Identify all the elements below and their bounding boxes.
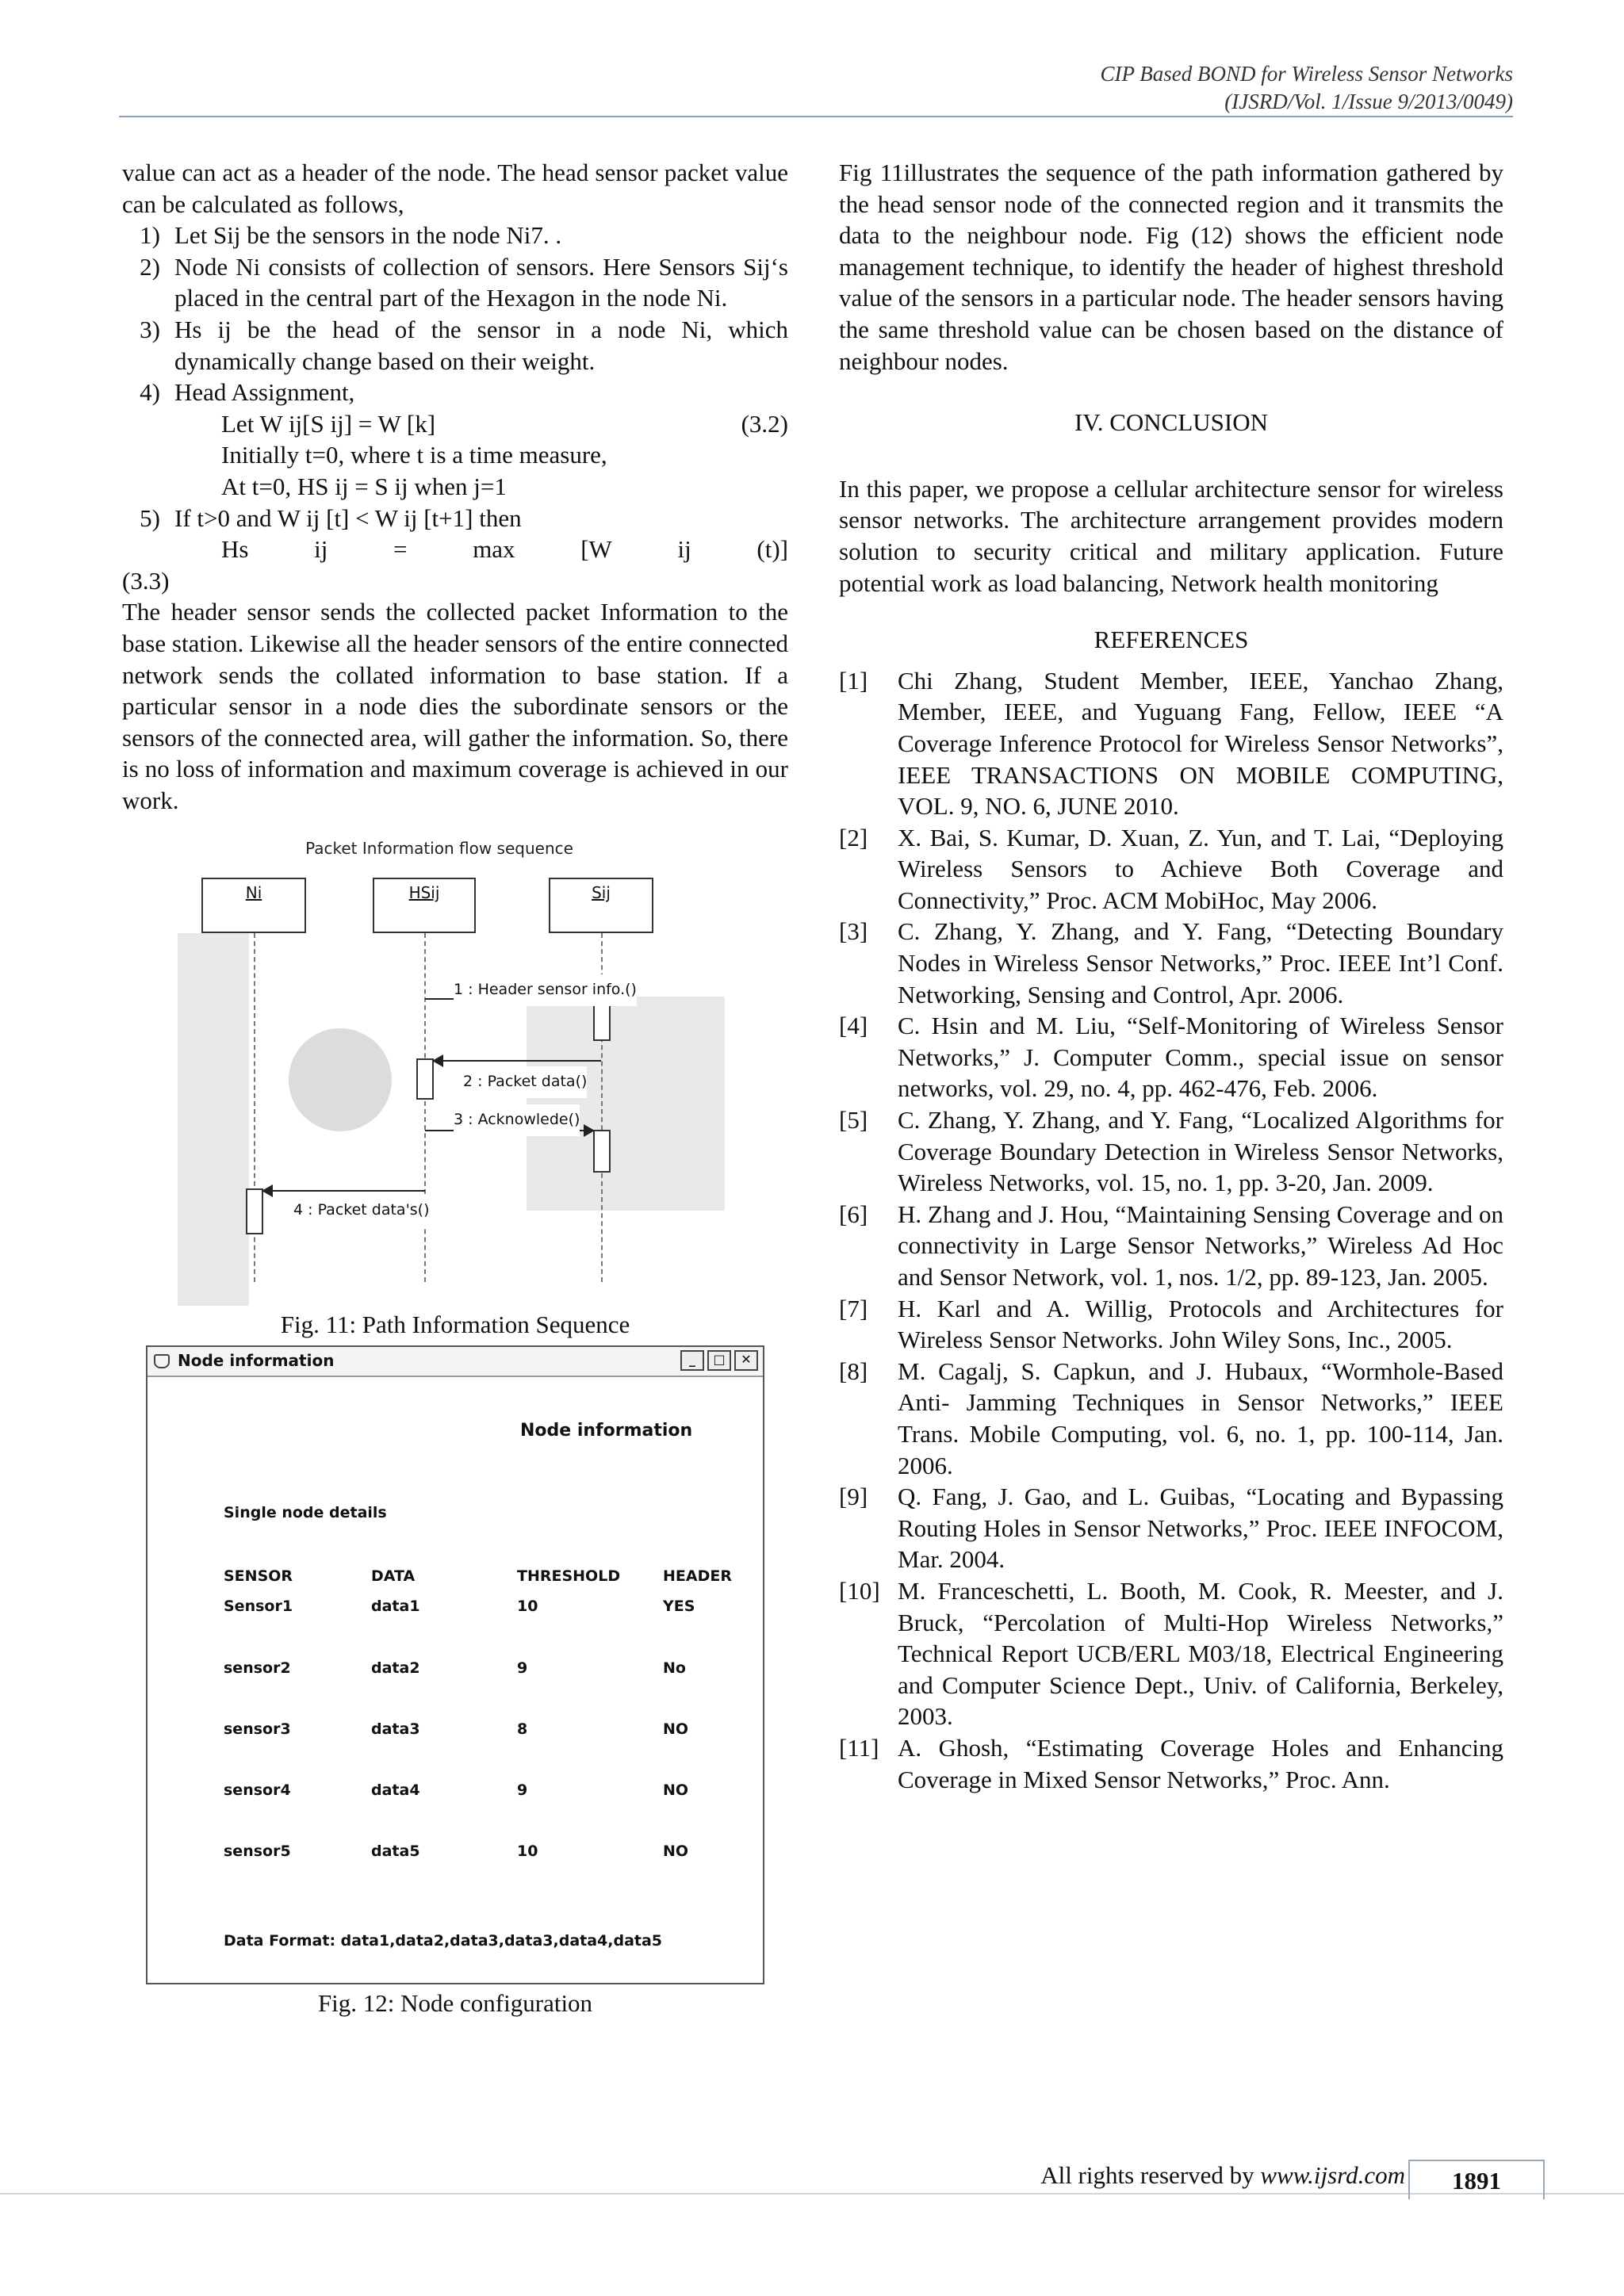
step-item: 1) Let Sij be the sensors in the node Ni7. .	[140, 221, 562, 250]
watermark-shape	[178, 933, 249, 1306]
reference-item: [7] H. Karl and A. Willig, Protocols and Architectures for Wireless Sensor Networks. John Wiley Sons, Inc., 2005.	[839, 1294, 1503, 1354]
reference-item: [1] Chi Zhang, Student Member, IEEE, Yanchao Zhang, Member, IEEE, and Yuguang Fang, Fellow, IEEE “A Coverage Inference Protocol for Wireless Sensor Networks”, IEEE TRANSACTIONS ON MOBILE COMPUTING, VOL. 9, NO. 6, JUNE 2010.	[839, 666, 1503, 821]
window-titlebar[interactable]	[147, 1347, 763, 1377]
window-title: Node information	[178, 1351, 335, 1371]
table-cell: YES	[663, 1598, 695, 1616]
table-cell: No	[663, 1659, 686, 1678]
window-subheading: Single node details	[224, 1504, 387, 1522]
object-hsij: HSij	[373, 878, 476, 933]
step-item: 2) Node Ni consists of collection of sensors. Here Sensors Sij‘s placed in the central part of the Hexagon in the node Ni.	[140, 252, 788, 312]
equation-number: (3.3)	[122, 566, 170, 595]
equation-t0: At t=0, HS ij = S ij when j=1	[221, 472, 507, 500]
maximize-icon[interactable]: □	[707, 1350, 731, 1371]
right-paragraph: Fig 11illustrates the sequence of the path information gathered by the head sensor node of the connected region and it transmits the data to the neighbour node. Fig (12) shows the efficient node management technique, to identify the header of highest threshold value of the sensors in a particular node. The header sensors having the same threshold value can be chosen based on the distance of neighbour nodes.	[839, 159, 1503, 375]
diagram-title: Packet Information flow sequence	[305, 839, 573, 859]
header-rule	[119, 116, 1513, 117]
footer-rule	[0, 2193, 1624, 2195]
left-intro: value can act as a header of the node. The head sensor packet value can be calculated as follows,	[122, 159, 788, 218]
reference-item: [11] A. Ghosh, “Estimating Coverage Holes and Enhancing Coverage in Mixed Sensor Networks,” Proc. Ann.	[839, 1733, 1503, 1793]
message-label: 3 : Acknowlede()	[454, 1104, 580, 1136]
minimize-icon[interactable]: _	[680, 1350, 704, 1371]
table-cell: 10	[517, 1598, 538, 1616]
table-cell: sensor2	[224, 1659, 291, 1678]
message-label: 4 : Packet data's()	[293, 1195, 430, 1226]
reference-item: [2] X. Bai, S. Kumar, D. Xuan, Z. Yun, and T. Lai, “Deploying Wireless Sensors to Achieve Both Coverage and Connectivity,” Proc. ACM MobiHoc, May 2006.	[839, 823, 1503, 914]
header-title: CIP Based BOND for Wireless Sensor Networks	[1100, 62, 1513, 86]
table-cell: sensor3	[224, 1720, 291, 1739]
footer-rights: All rights reserved by www.ijsrd.com	[1040, 2161, 1405, 2189]
table-cell: 9	[517, 1781, 528, 1800]
table-cell: data3	[371, 1720, 420, 1739]
window-heading: Node information	[520, 1421, 693, 1441]
equation-init: Initially t=0, where t is a time measure,	[221, 441, 607, 469]
step-item: 4) Head Assignment,	[140, 378, 355, 407]
node-information-window	[146, 1345, 764, 1984]
equation-3-3: Hs ij = max [W ij (t)]	[221, 535, 788, 564]
close-icon[interactable]: ✕	[734, 1350, 758, 1371]
message-label: 2 : Packet data()	[463, 1066, 587, 1098]
equation-3-2: Let W ij[S ij] = W [k] (3.2)	[221, 409, 788, 438]
step-item: 5) If t>0 and W ij [t] < W ij [t+1] then	[140, 503, 522, 532]
header-issue: (IJSRD/Vol. 1/Issue 9/2013/0049)	[1224, 90, 1513, 113]
reference-item: [8] M. Cagalj, S. Capkun, and J. Hubaux, “Wormhole-Based Anti- Jamming Techniques in Sensor Networks,” IEEE Trans. Mobile Computing, vol. 6, no. 1, pp. 100-114, Jan. 2006.	[839, 1357, 1503, 1479]
reference-item: [6] H. Zhang and J. Hou, “Maintaining Sensing Coverage and on connectivity in Large Sensor Networks,” Wireless Ad Hoc and Sensor Network, vol. 1, nos. 1/2, pp. 89-123, Jan. 2005.	[839, 1200, 1503, 1291]
message-arrow	[434, 1060, 601, 1062]
figure-12-caption: Fig. 12: Node configuration	[317, 1989, 593, 2018]
reference-item: [5] C. Zhang, Y. Zhang, and Y. Fang, “Localized Algorithms for Coverage Boundary Detection in Wireless Sensor Networks, Wireless Networks, vol. 15, no. 1, pp. 3-20, Jan. 2009.	[839, 1106, 1503, 1197]
column-header: HEADER	[663, 1567, 732, 1586]
java-cup-icon	[154, 1354, 170, 1368]
reference-item: [10] M. Franceschetti, L. Booth, M. Cook, R. Meester, and J. Bruck, “Percolation of Multi-Hop Wireless Networks,” Technical Report UCB/ERL M03/18, Electrical Engineering and Computer Science Dept., Univ. of California, Berkeley, 2003.	[839, 1576, 1503, 1731]
activation-bar	[246, 1188, 263, 1234]
table-cell: NO	[663, 1720, 689, 1739]
table-cell: sensor4	[224, 1781, 291, 1800]
step-item: 3) Hs ij be the head of the sensor in a node Ni, which dynamically change based on their weight.	[140, 315, 788, 375]
table-cell: sensor5	[224, 1843, 291, 1861]
section-heading-conclusion: IV. CONCLUSION	[1074, 408, 1268, 437]
right-column	[839, 157, 1503, 1795]
table-cell: data5	[371, 1843, 420, 1861]
column-header: DATA	[371, 1567, 416, 1586]
lifeline-hsij	[424, 933, 426, 1282]
table-cell: NO	[663, 1843, 689, 1861]
watermark-shape	[289, 1028, 392, 1131]
table-cell: 9	[517, 1659, 528, 1678]
left-paragraph: The header sensor sends the collected packet Information to the base station. Likewise all the header sensors of the entire connected network sends the collated information to base station. If a particular sensor in a node dies the subordinate sensors or the sensors of the connected area, will gather the information. So, there is no loss of information and maximum coverage is achieved in our work.	[122, 598, 788, 814]
references-heading: REFERENCES	[1094, 626, 1249, 654]
table-cell: data1	[371, 1598, 420, 1616]
column-header: THRESHOLD	[517, 1567, 621, 1586]
object-ni: Ni	[201, 878, 306, 933]
page-number: 1891	[1408, 2160, 1545, 2199]
reference-item: [9] Q. Fang, J. Gao, and L. Guibas, “Locating and Bypassing Routing Holes in Sensor Networks,” Proc. IEEE INFOCOM, Mar. 2004.	[839, 1483, 1503, 1574]
reference-item: [3] C. Zhang, Y. Zhang, and Y. Fang, “Detecting Boundary Nodes in Wireless Sensor Networks,” Proc. IEEE Int’l Conf. Networking, Sensing and Control, Apr. 2006.	[839, 917, 1503, 1008]
table-cell: data4	[371, 1781, 420, 1800]
figure-11-caption: Fig. 11: Path Information Sequence	[280, 1311, 630, 1339]
message-arrow	[263, 1190, 425, 1192]
table-cell: NO	[663, 1781, 689, 1800]
table-cell: Sensor1	[224, 1598, 293, 1616]
table-cell: 10	[517, 1843, 538, 1861]
message-label: 1 : Header sensor info.()	[454, 974, 637, 1006]
object-sij: Sij	[549, 878, 653, 933]
activation-bar	[593, 1130, 611, 1173]
reference-item: [4] C. Hsin and M. Liu, “Self-Monitoring of Wireless Sensor Networks,” J. Computer Comm., special issue on sensor networks, vol. 29, no. 4, pp. 462-476, Feb. 2006.	[839, 1012, 1503, 1103]
column-header: SENSOR	[224, 1567, 293, 1586]
table-cell: data2	[371, 1659, 420, 1678]
sequence-diagram	[154, 830, 725, 1306]
activation-bar	[416, 1058, 434, 1100]
left-column	[122, 157, 788, 2024]
running-header	[1101, 60, 1514, 116]
data-format-label: Data Format: data1,data2,data3,data3,data4,data5	[224, 1932, 663, 1950]
footer-site-link[interactable]: www.ijsrd.com	[1260, 2161, 1405, 2189]
table-cell: 8	[517, 1720, 528, 1739]
conclusion-paragraph: In this paper, we propose a cellular architecture sensor for wireless sensor networks. The architecture arrangement provides modern solution to security critical and military application. Future potential work as load balancing, Network health monitoring	[839, 474, 1503, 597]
watermark-shape	[527, 997, 725, 1211]
